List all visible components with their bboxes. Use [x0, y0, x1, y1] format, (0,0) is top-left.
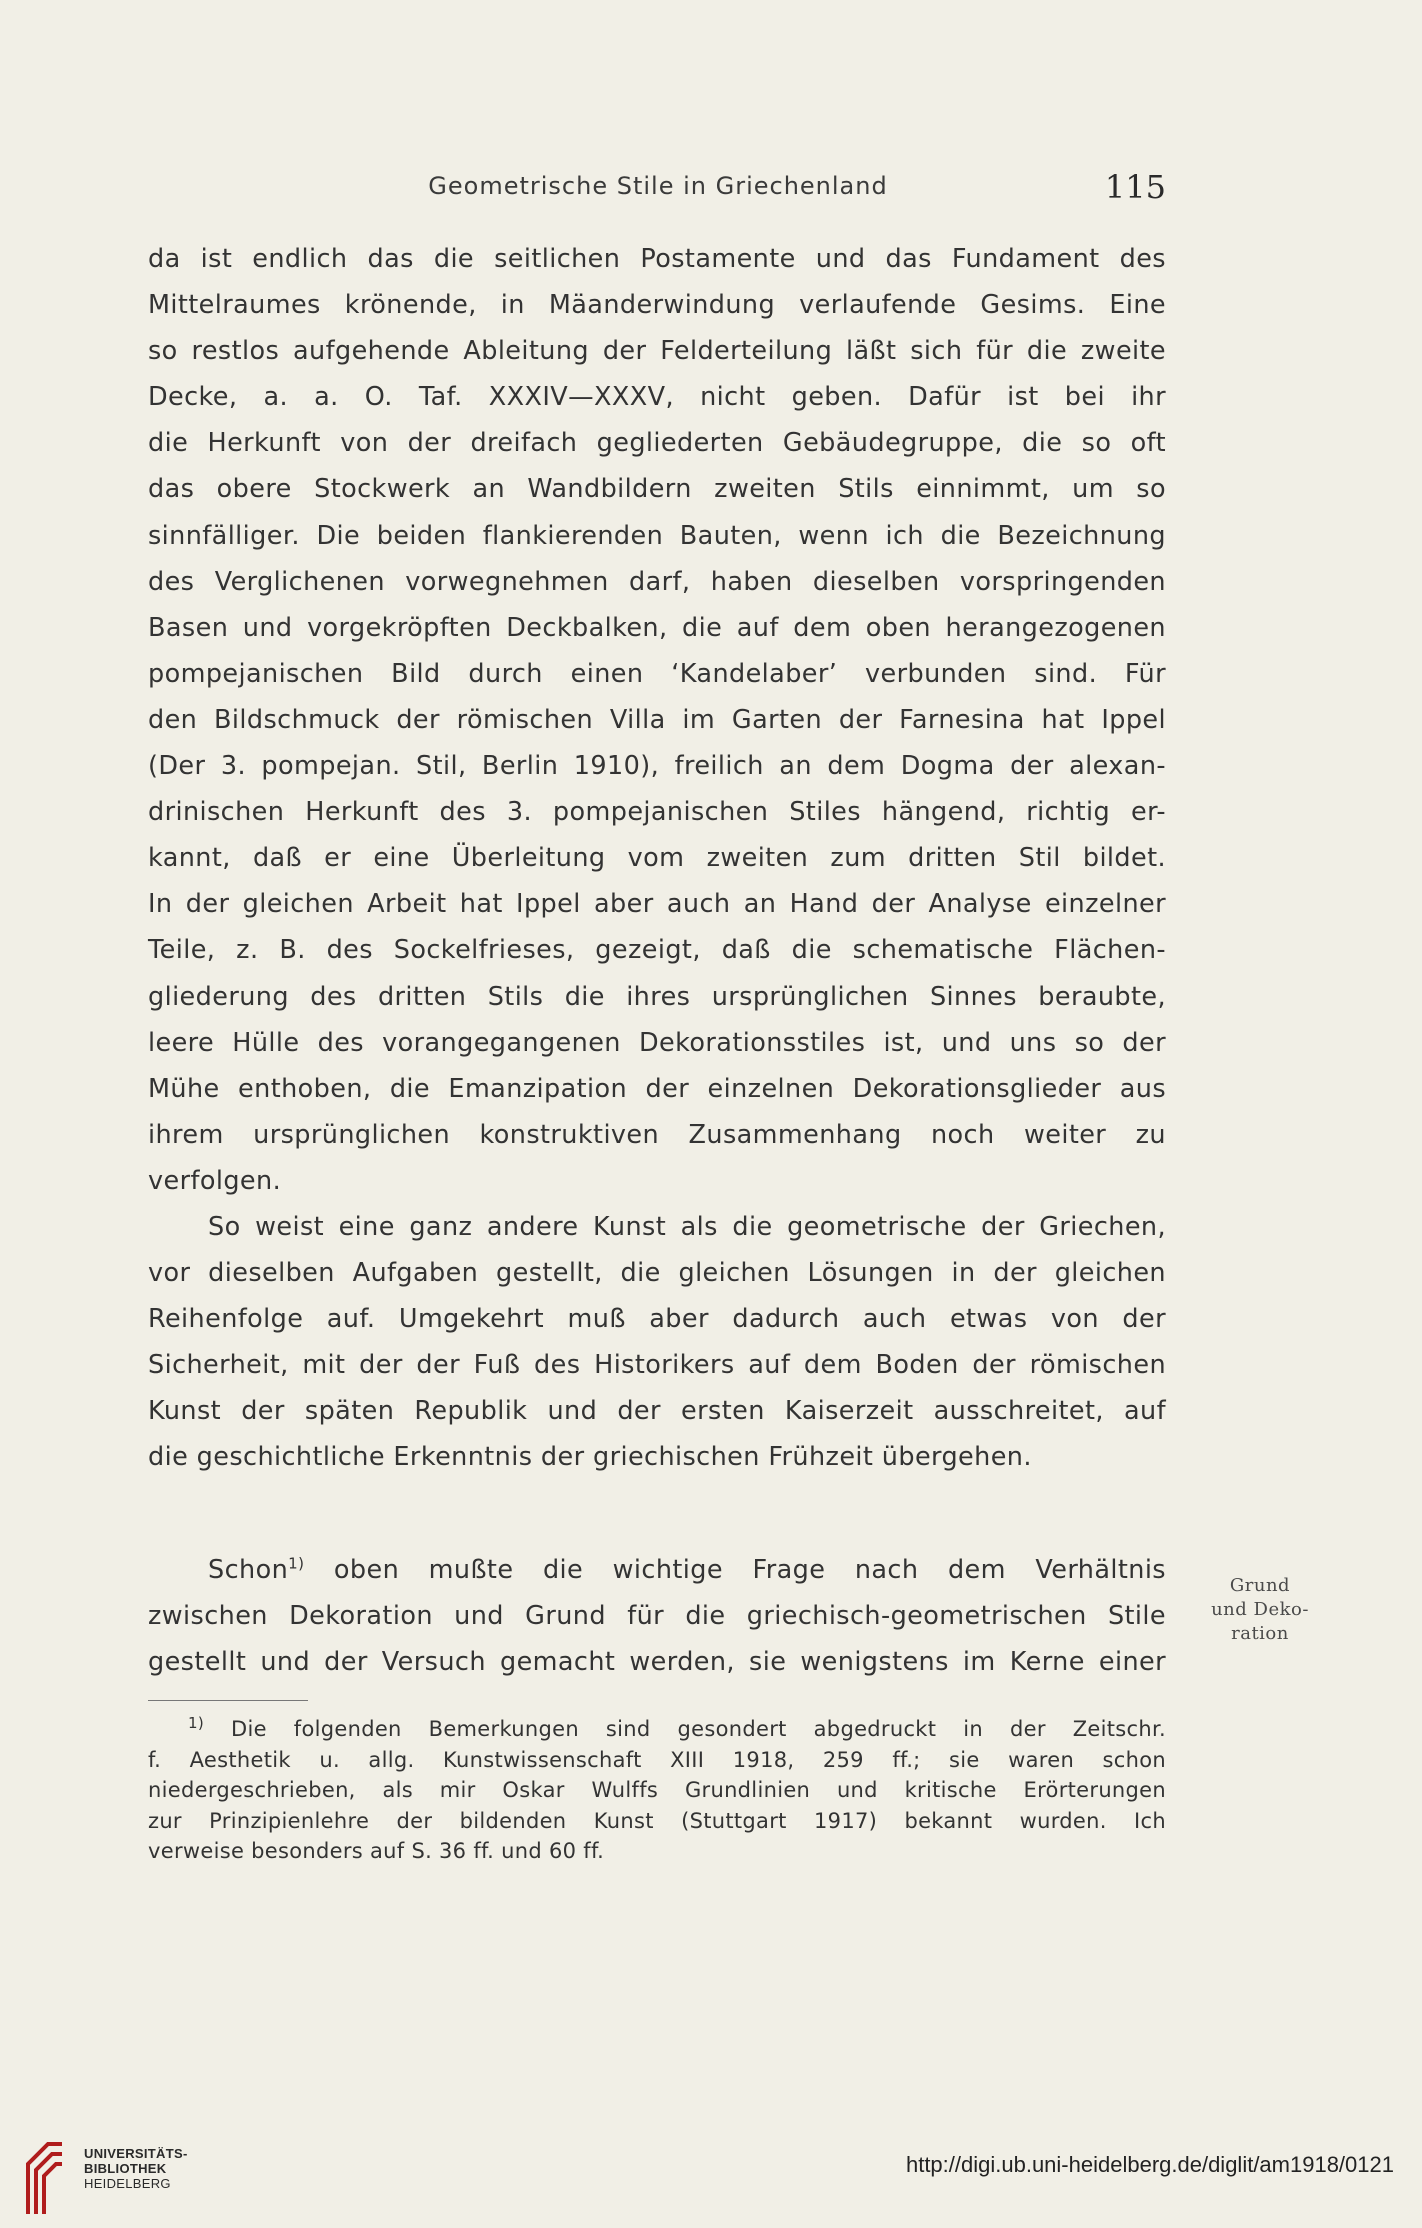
- footnote-line: f. Aesthetik u. allg. Kunstwissenschaft XIII 1918, 259 ff.; sie waren schon: [148, 1747, 1166, 1772]
- footer: [0, 2124, 1422, 2228]
- text-line: Sicherheit, mit der der Fuß des Historikers auf dem Boden der römischen: [148, 1350, 1166, 1381]
- first-word: Schon: [208, 1554, 289, 1585]
- text-line: Mühe enthoben, die Emanzipation der einzelnen Dekorationsglieder aus: [148, 1073, 1166, 1104]
- text-line: Teile, z. B. des Sockelfrieses, gezeigt, daß die schematische Flächen-: [148, 935, 1166, 966]
- text-line: (Der 3. pompejan. Stil, Berlin 1910), freilich an dem Dogma der alexan-: [148, 751, 1166, 782]
- page-number: 115: [1104, 168, 1166, 206]
- text-line: das obere Stockwerk an Wandbildern zweiten Stils einnimmt, um so: [148, 474, 1166, 505]
- text-line: des Verglichenen vorwegnehmen darf, haben dieselben vorspringenden: [148, 566, 1166, 597]
- running-head: Geometrische Stile in Griechenland: [428, 172, 888, 200]
- library-name-line: UNIVERSITÄTS-: [84, 2146, 188, 2161]
- text-line: drinischen Herkunft des 3. pompejanischen Stiles hängend, richtig er-: [148, 797, 1166, 828]
- text-line: [148, 1547, 1166, 1593]
- text-line: pompejanischen Bild durch einen ‘Kandelaber’ verbunden sind. Für: [148, 658, 1166, 689]
- text-line: leere Hülle des vorangegangenen Dekorationsstiles ist, und uns so der: [148, 1027, 1166, 1058]
- text-line: sinnfälliger. Die beiden flankierenden Bauten, wenn ich die Bezeichnung: [148, 520, 1166, 551]
- margin-note: [1200, 1574, 1320, 1646]
- text-line: Mittelraumes krönende, in Mäanderwindung verlaufende Gesims. Eine: [148, 290, 1166, 321]
- text-line: so restlos aufgehende Ableitung der Felderteilung läßt sich für die zweite: [148, 336, 1166, 367]
- text-line: die Herkunft von der dreifach gegliederten Gebäudegruppe, die so oft: [148, 428, 1166, 459]
- footnote-line: verweise besonders auf S. 36 ff. und 60 ff.: [148, 1839, 605, 1863]
- footnote-line: niedergeschrieben, als mir Oskar Wulffs Grundlinien und kritische Erörterungen: [148, 1778, 1166, 1802]
- text-line: verfolgen.: [148, 1165, 282, 1196]
- text-line: In der gleichen Arbeit hat Ippel aber auch an Hand der Analyse einzelner: [148, 889, 1166, 920]
- footnote: [148, 1714, 1166, 1867]
- text-line: zwischen Dekoration und Grund für die griechisch-geometrischen Stile: [148, 1600, 1166, 1631]
- paragraph-2: [148, 1204, 1166, 1481]
- text-line: gliederung des dritten Stils die ihres ursprünglichen Sinnes beraubte,: [148, 981, 1166, 1012]
- margin-note-line: ration: [1231, 1623, 1289, 1644]
- text-line: gestellt und der Versuch gemacht werden, sie wenigstens im Kerne einer: [148, 1646, 1166, 1677]
- text-line: da ist endlich das die seitlichen Postamente und das Fundament des: [148, 244, 1166, 274]
- main-text: [148, 236, 1166, 1685]
- library-name-line: HEIDELBERG: [84, 2176, 171, 2191]
- footnote-mark: 1): [188, 1714, 204, 1732]
- margin-note-line: Grund: [1229, 1575, 1291, 1596]
- paragraph-1: [148, 236, 1166, 1204]
- text-line: Reihenfolge auf. Umgekehrt muß aber dadurch auch etwas von der: [148, 1304, 1166, 1335]
- text-line: ihrem ursprünglichen konstruktiven Zusammenhang noch weiter zu: [148, 1119, 1166, 1150]
- text-line: vor dieselben Aufgaben gestellt, die gleichen Lösungen in der gleichen: [148, 1258, 1166, 1289]
- text-line: Decke, a. a. O. Taf. XXXIV—XXXV, nicht geben. Dafür ist bei ihr: [148, 382, 1166, 413]
- text-line: Kunst der späten Republik und der ersten Kaiserzeit ausschreitet, auf: [148, 1396, 1166, 1427]
- text-line: kannt, daß er eine Überleitung vom zweiten zum dritten Stil bildet.: [148, 843, 1166, 874]
- library-logo-icon: [18, 2134, 70, 2220]
- paragraph-3: [148, 1547, 1166, 1685]
- section-gap: [148, 1481, 1166, 1547]
- margin-note-line: und Deko-: [1211, 1599, 1309, 1620]
- library-name: [84, 2146, 188, 2191]
- footnote-reference: 1): [288, 1554, 305, 1573]
- text-line: So weist eine ganz andere Kunst als die geometrische der Griechen,: [208, 1211, 1166, 1242]
- source-url[interactable]: http://digi.ub.uni-heidelberg.de/diglit/am1918/0121: [905, 2152, 1394, 2177]
- text-line: den Bildschmuck der römischen Villa im Garten der Farnesina hat Ippel: [148, 704, 1166, 735]
- footnote-line: zur Prinzipienlehre der bildenden Kunst (Stuttgart 1917) bekannt wurden. Ich: [148, 1808, 1166, 1833]
- footnote-rule: [148, 1700, 308, 1701]
- footnote-line: [148, 1714, 1166, 1745]
- library-name-line: BIBLIOTHEK: [84, 2161, 167, 2176]
- text-line: die geschichtliche Erkenntnis der griechischen Frühzeit übergehen.: [148, 1442, 1032, 1473]
- footnote-text: Die folgenden Bemerkungen sind gesondert abgedruckt in der Zeitschr.: [204, 1717, 1166, 1741]
- line-rest: oben mußte die wichtige Frage nach dem Verhältnis: [304, 1554, 1166, 1585]
- text-line: Basen und vorgekröpften Deckbalken, die auf dem oben herangezogenen: [148, 612, 1166, 643]
- page-header: [150, 168, 1166, 208]
